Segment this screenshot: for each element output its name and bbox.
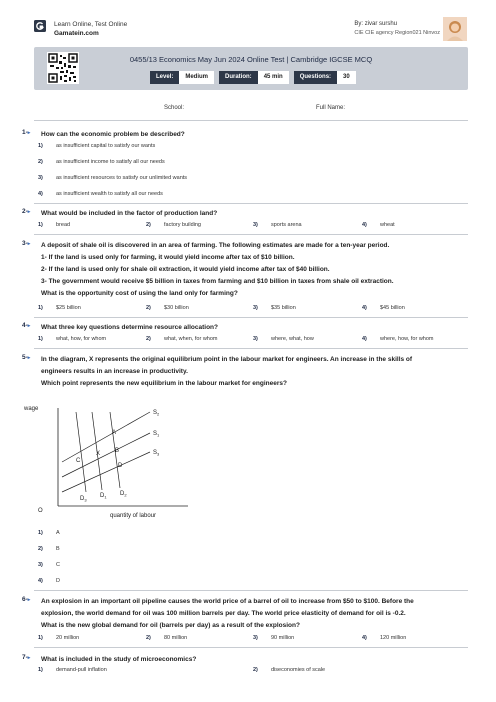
option[interactable]: 2) diseconomies of scale bbox=[253, 667, 326, 673]
question-text bbox=[41, 240, 471, 300]
option[interactable]: 1) what, how, for whom bbox=[38, 336, 107, 342]
test-title: 0455/13 Economics May Jun 2024 Online Test | Cambridge IGCSE MCQ bbox=[129, 55, 373, 64]
option[interactable]: 1) bread bbox=[38, 222, 71, 228]
brand-site[interactable]: Gamatein.com bbox=[54, 30, 99, 37]
point-a: A bbox=[112, 430, 117, 436]
arrow-icon: ▸ bbox=[27, 655, 31, 661]
option[interactable]: 3) sports arena bbox=[253, 222, 302, 228]
arrow-icon: ▸ bbox=[27, 130, 31, 136]
question-line: 1- If the land is used only for farming, it would yield income after tax of $10 billion. bbox=[41, 254, 295, 261]
question-divider bbox=[34, 234, 468, 235]
x-axis-label: quantity of labour bbox=[110, 513, 157, 519]
point-b: B bbox=[115, 448, 120, 454]
option[interactable]: 4) 120 million bbox=[362, 635, 407, 641]
question-line: 3- The government would receive $5 billion in taxes from farming and $10 billion in taxes from shale oil extraction. bbox=[41, 278, 394, 285]
option[interactable]: 4) wheat bbox=[362, 222, 395, 228]
question-divider bbox=[34, 590, 468, 591]
question-divider bbox=[34, 203, 468, 204]
option[interactable]: 2) B bbox=[38, 546, 60, 552]
option[interactable]: 3) $35 billion bbox=[253, 305, 296, 311]
question-divider bbox=[34, 348, 468, 349]
option[interactable]: 2) factory building bbox=[146, 222, 201, 228]
question-text: How can the economic problem be described? bbox=[41, 131, 185, 138]
option[interactable]: 4) $45 billion bbox=[362, 305, 405, 311]
author-info bbox=[354, 20, 440, 38]
supply-label-s1: $S_1$ bbox=[153, 431, 160, 438]
question-text: What is included in the study of microeconomics? bbox=[41, 656, 197, 663]
avatar bbox=[443, 17, 467, 41]
brand bbox=[54, 20, 127, 38]
labour-market-diagram bbox=[24, 400, 190, 520]
question-text: What would be included in the factor of production land? bbox=[41, 210, 218, 217]
question-line: Which point represents the new equilibrium in the labour market for engineers? bbox=[41, 380, 287, 387]
gamatein-logo-icon bbox=[34, 20, 46, 32]
arrow-icon: ▸ bbox=[27, 209, 31, 215]
option[interactable]: 2) what, when, for whom bbox=[146, 336, 218, 342]
demand-curve-d3 bbox=[76, 412, 86, 492]
option[interactable]: 1) $25 billion bbox=[38, 305, 81, 311]
question-divider bbox=[34, 317, 468, 318]
duration-pill bbox=[219, 71, 289, 84]
question-line: What is the new global demand for oil (barrels per day) as a result of the explosion? bbox=[41, 622, 300, 629]
arrow-icon: ▸ bbox=[27, 241, 31, 247]
option[interactable]: 4) where, how, for whom bbox=[362, 336, 434, 342]
option[interactable]: 3) as insufficient resources to satisfy our unlimited wants bbox=[38, 175, 188, 181]
point-c: C bbox=[76, 458, 81, 464]
test-banner bbox=[34, 47, 468, 90]
full-name-field-label[interactable]: Full Name: bbox=[316, 105, 346, 111]
level-label: Level: bbox=[150, 71, 179, 84]
level-pill bbox=[150, 71, 214, 84]
arrow-icon: ▸ bbox=[27, 323, 31, 329]
option[interactable]: 1) 20 million bbox=[38, 635, 80, 641]
question-text: What three key questions determine resource allocation? bbox=[41, 324, 218, 331]
question-line: A deposit of shale oil is discovered in an area of farming. The following estimates are made for a ten-year period. bbox=[41, 242, 390, 249]
option[interactable]: 2) as insufficient income to satisfy all our needs bbox=[38, 159, 165, 165]
supply-label-s2: $S_2$ bbox=[153, 410, 160, 417]
question-number: 3-▸ bbox=[22, 240, 31, 247]
arrow-icon: ▸ bbox=[27, 597, 31, 603]
y-axis-label: wage bbox=[24, 406, 39, 412]
demand-label-d3: $D_3$ bbox=[80, 496, 87, 503]
questions-label: Questions: bbox=[294, 71, 337, 84]
author-name: By: zivar surshu bbox=[354, 21, 398, 27]
supply-curve-s1 bbox=[62, 433, 150, 477]
point-x: X bbox=[96, 451, 101, 457]
question-number: 7-▸ bbox=[22, 654, 31, 661]
test-meta bbox=[150, 71, 356, 84]
questions-pill bbox=[294, 71, 356, 84]
question-number: 6-▸ bbox=[22, 596, 31, 603]
question-number: 5-▸ bbox=[22, 354, 31, 361]
brand-tagline: Learn Online, Test Online bbox=[54, 21, 128, 28]
question-line: explosion, the world demand for oil was 100 million barrels per day. The world price elasticity of demand for oil is -0.2. bbox=[41, 610, 406, 617]
demand-label-d1: $D_1$ bbox=[100, 493, 107, 500]
question-line: engineers results in an increase in productivity. bbox=[41, 368, 188, 375]
page-header bbox=[0, 0, 496, 44]
author-org: CIE CIE agency Region021 Ninvoz bbox=[354, 30, 440, 36]
demand-label-d2: $D_2$ bbox=[120, 491, 127, 498]
header-divider bbox=[34, 120, 468, 121]
option[interactable]: 2) 80 million bbox=[146, 635, 188, 641]
option[interactable]: 3) C bbox=[38, 562, 60, 568]
duration-value: 45 min bbox=[258, 71, 289, 84]
question-line: In the diagram, X represents the original equilibrium point in the labour market for engineers. An increase in the skills of bbox=[41, 356, 413, 363]
question-divider bbox=[34, 647, 468, 648]
school-field-label[interactable]: School: bbox=[164, 105, 185, 111]
questions-value: 30 bbox=[337, 71, 356, 84]
question-text bbox=[41, 596, 471, 632]
question-line: What is the opportunity cost of using the land only for farming? bbox=[41, 290, 238, 297]
question-line: 2- If the land is used only for shale oil extraction, it would yield income after tax of $40 billion. bbox=[41, 266, 330, 273]
option[interactable]: 4) D bbox=[38, 578, 60, 584]
author-avatar-icon bbox=[443, 17, 467, 41]
question-line: An explosion in an important oil pipeline causes the world price of a barrel of oil to increase from $50 to $100. Before the bbox=[41, 598, 414, 605]
option[interactable]: 2) $30 billion bbox=[146, 305, 189, 311]
option[interactable]: 1) demand-pull inflation bbox=[38, 667, 107, 673]
question-text bbox=[41, 354, 471, 390]
point-d: D bbox=[118, 463, 123, 469]
level-value: Medium bbox=[179, 71, 214, 84]
question-number: 2-▸ bbox=[22, 208, 31, 215]
supply-curve-s2 bbox=[62, 412, 150, 462]
question-number: 4-▸ bbox=[22, 322, 31, 329]
option[interactable]: 3) 90 million bbox=[253, 635, 295, 641]
supply-label-s3: $S_3$ bbox=[153, 450, 160, 457]
question-number: 1-▸ bbox=[22, 129, 31, 136]
option[interactable]: 1) A bbox=[38, 530, 60, 536]
arrow-icon: ▸ bbox=[27, 355, 31, 361]
origin-label: O bbox=[38, 508, 43, 514]
option[interactable]: 4) as insufficient wealth to satisfy all our needs bbox=[38, 191, 163, 197]
option[interactable]: 1) as insufficient capital to satisfy our wants bbox=[38, 143, 156, 149]
duration-label: Duration: bbox=[219, 71, 258, 84]
option[interactable]: 3) where, what, how bbox=[253, 336, 314, 342]
